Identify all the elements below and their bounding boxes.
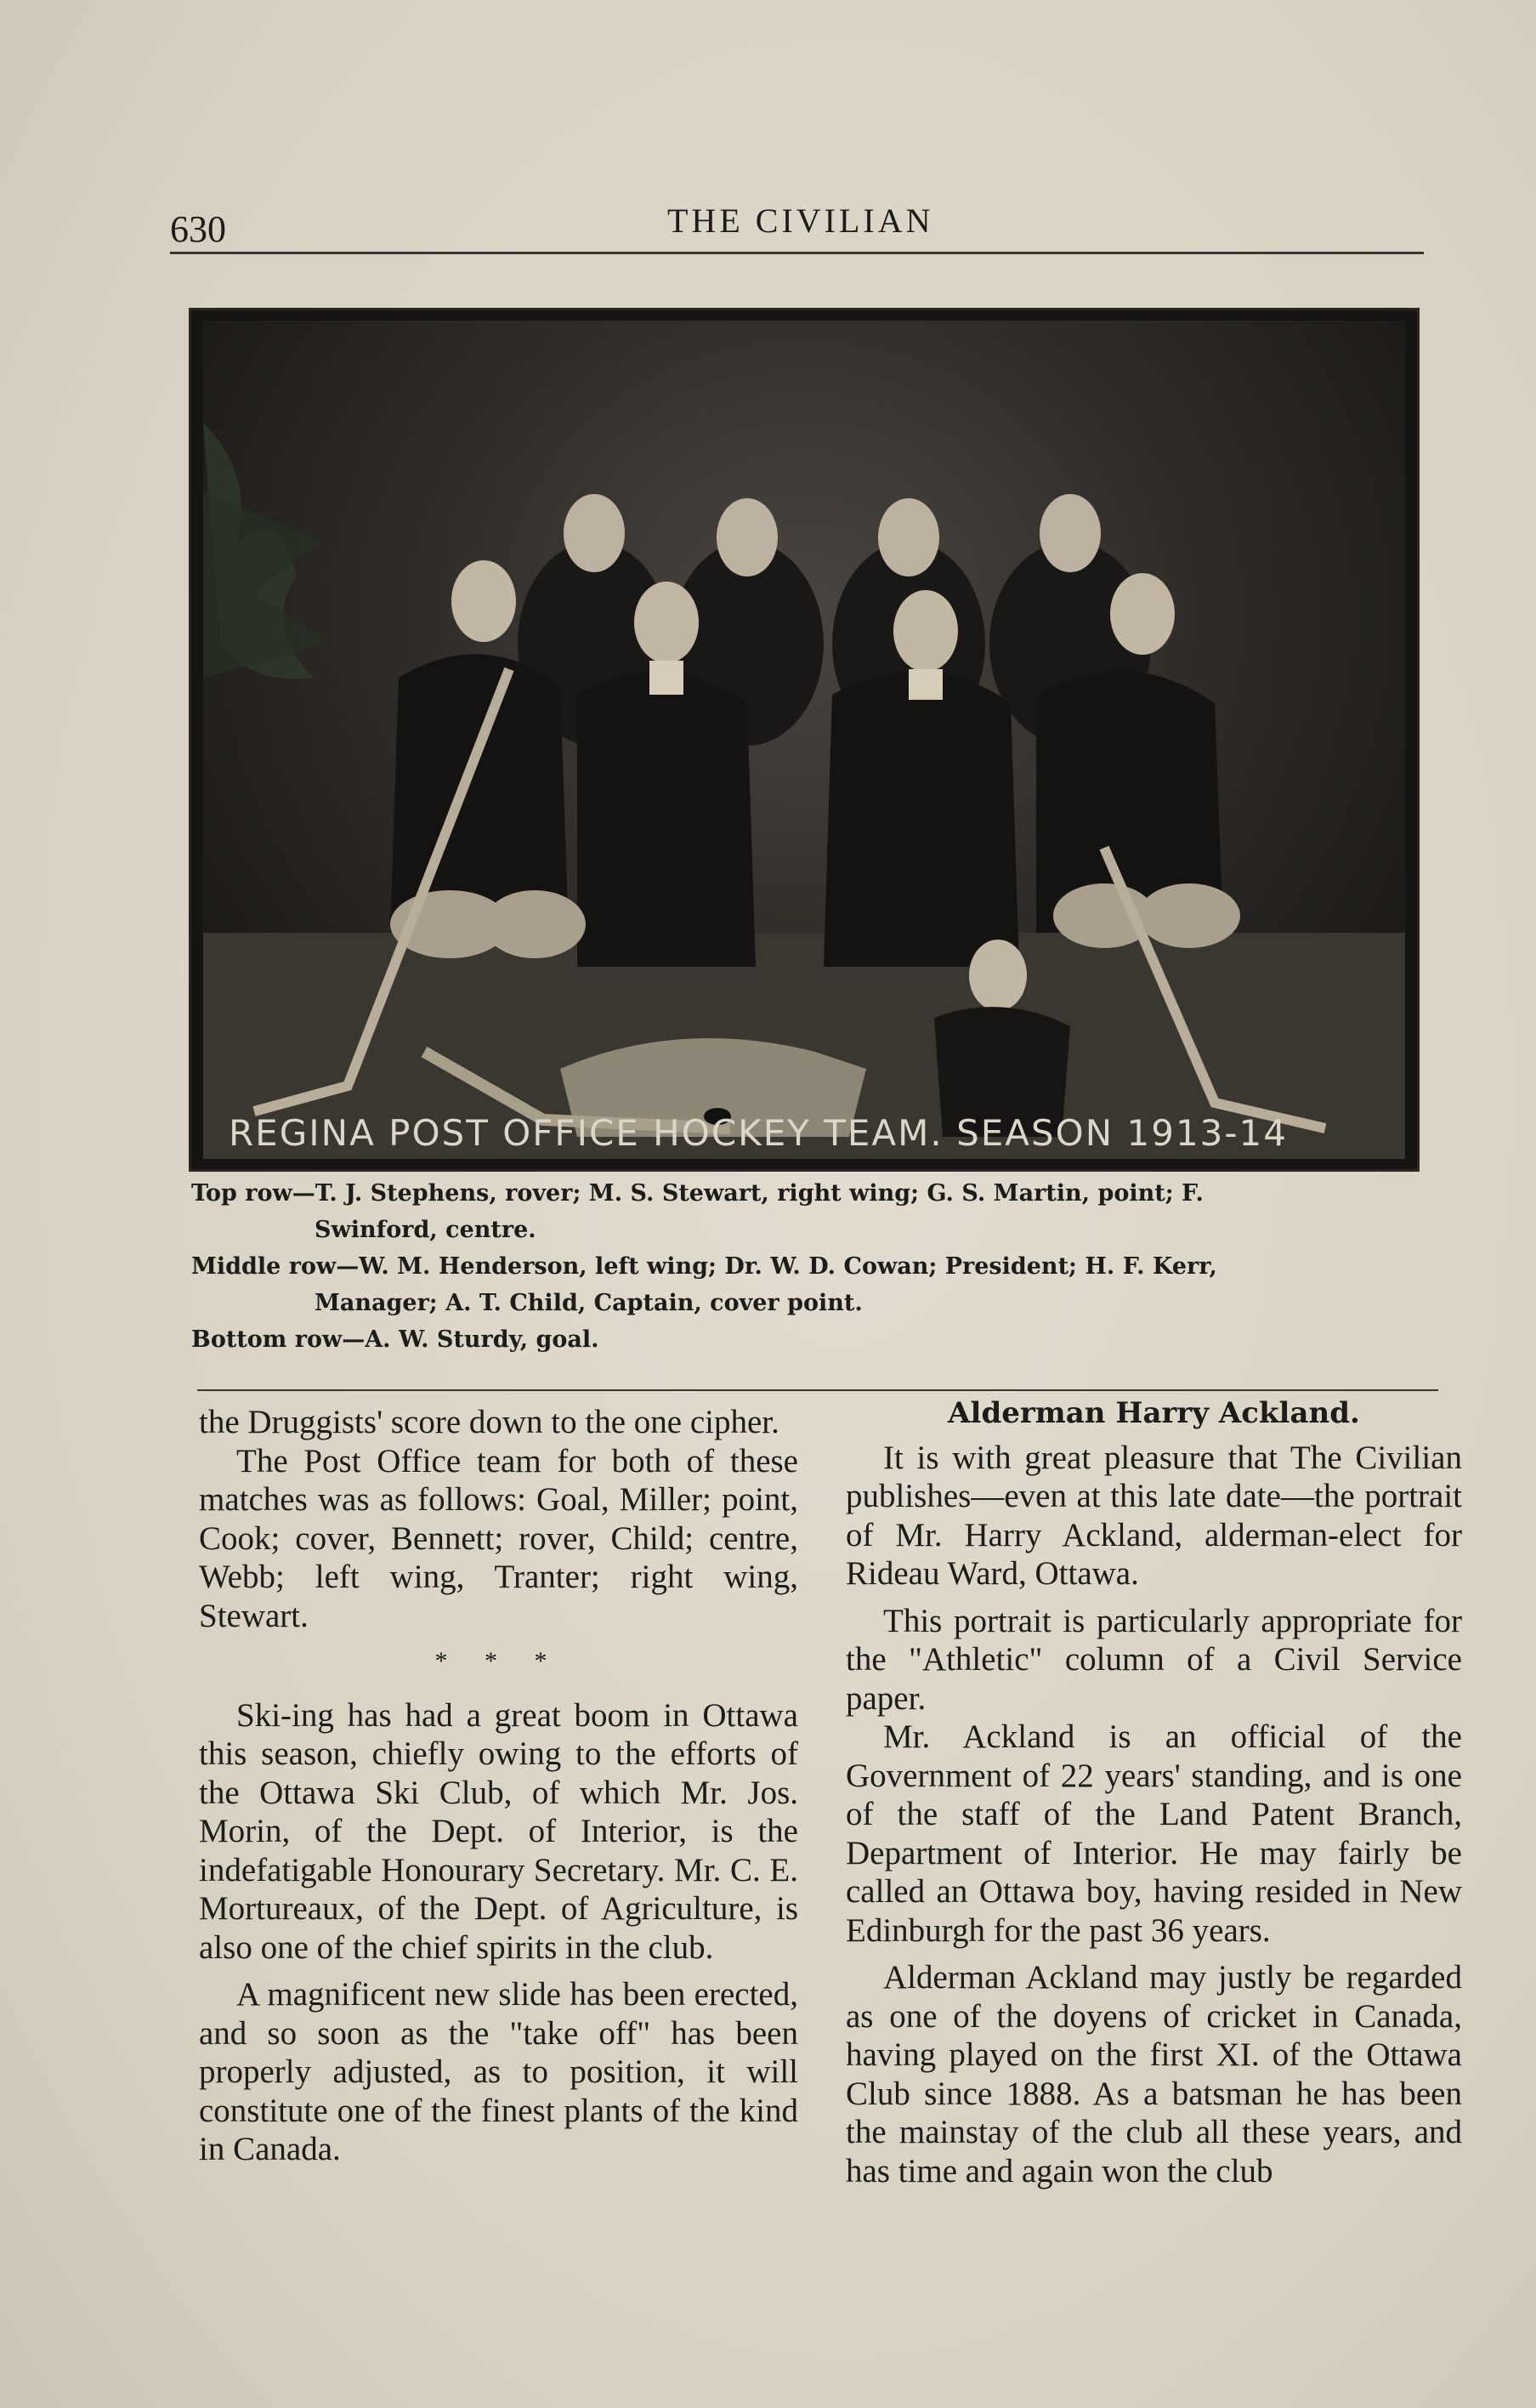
team-photo-image	[203, 321, 1405, 1159]
paragraph: It is with great pleasure that The Civilian publishes—even at this late date—the portrait of Mr. Harry Ackland, alderman-elect for Rideau Ward, Ottawa.	[846, 1439, 1462, 1592]
paragraph: Alderman Ackland may justly be regarded as one of the doyens of cricket in Canada, having played on the first XI. of the Ottawa Club since 1888. As a batsman he has been the mainstay of the club all these years, and has time and again won the club	[846, 1959, 1462, 2189]
roster-top-row: Top row—T. J. Stephens, rover; M. S. Stewart, right wing; G. S. Martin, point; F.	[191, 1180, 1204, 1207]
photo-caption: REGINA POST OFFICE HOCKEY TEAM. SEASON 1913-14	[229, 1112, 1288, 1154]
roster-caption	[191, 1175, 1449, 1358]
running-title: THE CIVILIAN	[667, 202, 934, 240]
roster-middle-row-cont: Manager; A. T. Child, Captain, cover point.	[315, 1290, 863, 1316]
team-photo-illustration	[203, 321, 1405, 1159]
roster-top-row-cont: Swinford, centre.	[315, 1217, 536, 1243]
page-header	[170, 201, 1424, 252]
paragraph: The Post Office team for both of these matches was as follows: Goal, Miller; point, Cook; cover, Bennett; rover, Child; centre, Webb; left wing, Tranter; right wing, Stewart.	[199, 1442, 798, 1634]
paragraph: Ski-ing has had a great boom in Ottawa this season, chiefly owing to the efforts of the Ottawa Ski Club, of which Mr. Jos. Morin, of the Dept. of Interior, is the indefatigable Honourary Secretary. Mr. C. E. Mortureaux, of the Dept. of Agriculture, is also one of the chief spirits in the club.	[199, 1696, 798, 1966]
paragraph: A magnificent new slide has been erected, and so soon as the "take off" has been properly adjusted, as to position, it will constitute one of the finest plants of the kind in Canada.	[199, 1976, 798, 2167]
right-column	[846, 1391, 1462, 2190]
article-heading: Alderman Harry Ackland.	[948, 1396, 1360, 1430]
paragraph: Mr. Ackland is an official of the Government of 22 years' standing, and is one of the staff of the Land Patent Branch, Department of Interior. He may fairly be called an Ottawa boy, having resided in New Edinburgh for the past 36 years.	[846, 1718, 1462, 1949]
team-photo	[189, 308, 1420, 1172]
paragraph: the Druggists' score down to the one cipher.	[199, 1404, 779, 1440]
section-separator: * * *	[434, 1647, 563, 1675]
header-rule	[170, 252, 1424, 254]
roster-middle-row: Middle row—W. M. Henderson, left wing; Dr. W. D. Cowan; President; H. F. Kerr,	[191, 1253, 1217, 1280]
roster-bottom-row: Bottom row—A. W. Sturdy, goal.	[191, 1326, 599, 1353]
page-number: 630	[170, 208, 226, 250]
left-column	[199, 1403, 798, 2169]
paragraph: This portrait is particularly appropriate for the "Athletic" column of a Civil Service paper.	[846, 1602, 1462, 1717]
